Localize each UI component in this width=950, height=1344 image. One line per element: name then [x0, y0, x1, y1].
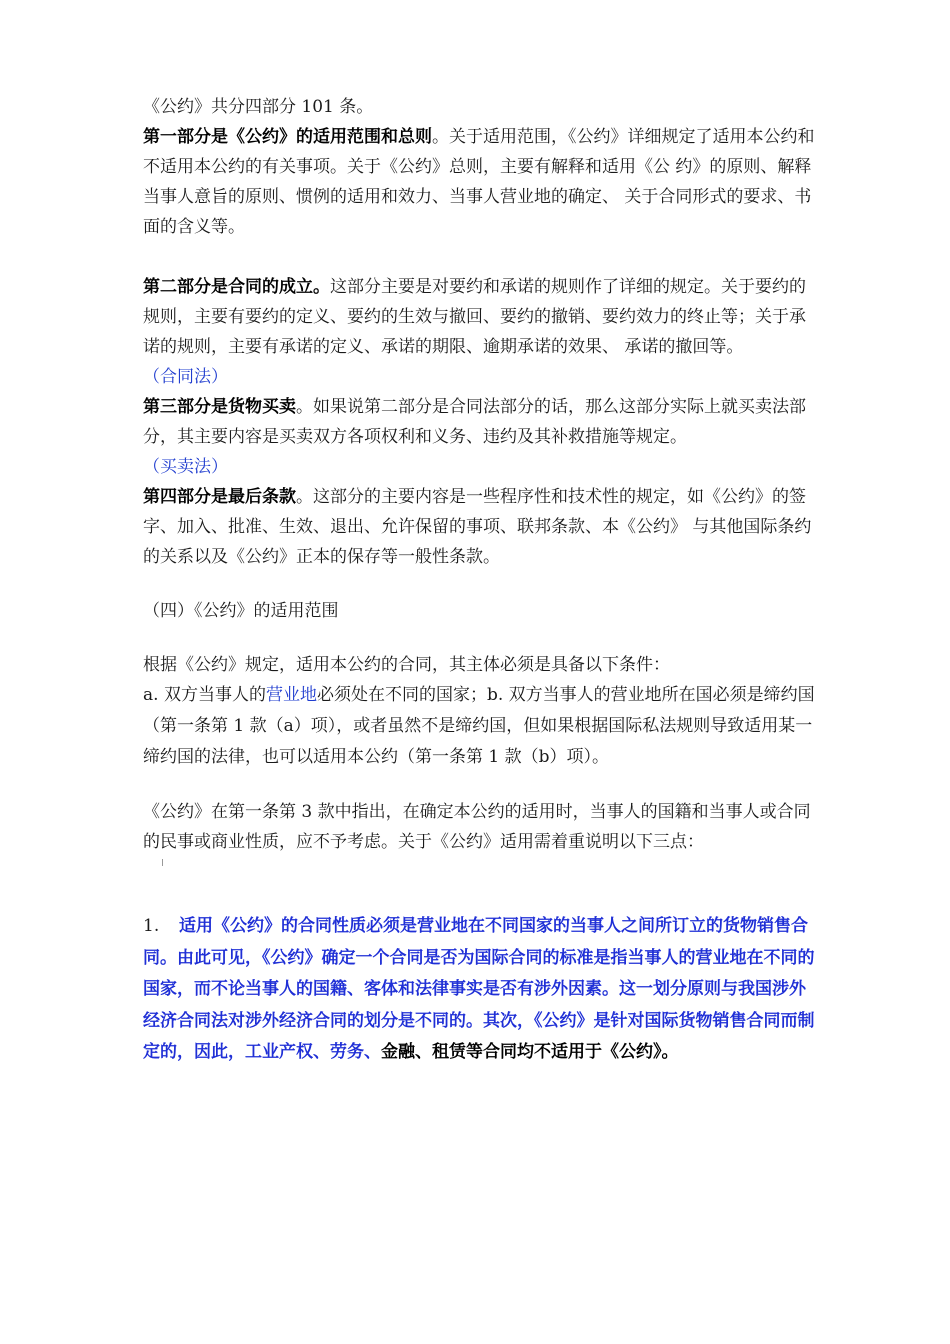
- part-one-text: 。关于适用范围，《公约》详细规定了适用本公约和不适用本公约的有关事项。关于《公约》总则，主要有解释和适用《公 约》的原则、解释当事人意旨的原则、惯例的适用和效力、当事人营业地的确定、 关于合同形式的要求、书面的含义等。: [143, 127, 815, 237]
- point-one-paragraph: [143, 911, 818, 1069]
- part-three-paragraph: [143, 392, 818, 452]
- article-one-paragraph: 《公约》在第一条第 3 款中指出，在确定本公约的适用时，当事人的国籍和当事人或合同的民事或商业性质，应不予考虑。关于《公约》适用需着重说明以下三点：: [143, 802, 811, 852]
- place-of-business-link[interactable]: 营业地: [265, 685, 317, 705]
- spacer: [143, 773, 818, 797]
- part-four-text: 。这部分的主要内容是一些程序性和技术性的规定，如《公约》的签字、加入、批准、生效、退出、允许保留的事项、联邦条款、本《公约》 与其他国际条约的关系以及《公约》正本的保存等一般性条款。: [143, 487, 812, 567]
- part-two-text: 这部分主要是对要约和承诺的规则作了详细的规定。关于要约的规则，主要有要约的定义、要约的生效与撤回、要约的撤销、要约效力的终止等；关于承诺的规则，主要有承诺的定义、承诺的期限、逾期承诺的效果、 承诺的撤回等。: [143, 277, 806, 357]
- conditions-paragraph: [143, 680, 818, 773]
- part-one-paragraph: [143, 122, 818, 242]
- condition-a-text: a. 双方当事人的: [143, 685, 266, 705]
- sales-law-link[interactable]: （买卖法）: [143, 457, 228, 477]
- point-one-black-text: 金融、租赁等合同均不适用于《公约》。: [381, 1042, 679, 1062]
- spacer: [143, 875, 818, 911]
- sales-law-line: [143, 452, 818, 482]
- spacer: [143, 626, 818, 650]
- part-one-heading: 第一部分是《公约》的适用范围和总则: [143, 127, 432, 147]
- part-three-heading: 第三部分是货物买卖: [143, 397, 296, 417]
- point-one-blue-text: 适用《公约》的合同性质必须是营业地在不同国家的当事人之间所订立的货物销售合同。由此可见，《公约》确定一个合同是否为国际合同的标准是指当事人的营业地在不同的国家，而不论当事人的国籍、客体和法律事实是否有涉外因素。这一划分原则与我国涉外经济合同法对涉外经济合同的划分是不同的。其次，《公约》是针对国际货物销售合同而制定的，因此，工业产权、劳务、: [143, 916, 815, 1062]
- part-two-heading: 第二部分是合同的成立。: [143, 277, 330, 297]
- intro-paragraph: [143, 92, 818, 122]
- stray-mark: [143, 857, 818, 875]
- part-four-heading: 第四部分是最后条款: [143, 487, 296, 507]
- spacer: [143, 572, 818, 596]
- section-heading: （四）《公约》的适用范围: [143, 601, 339, 621]
- conditions-intro: 根据《公约》规定，适用本公约的合同，其主体必须是具备以下条件：: [143, 655, 670, 675]
- point-one-number: 1.: [143, 916, 160, 936]
- part-three-text: 。如果说第二部分是合同法部分的话，那么这部分实际上就买卖法部分，其主要内容是买卖双方各项权利和义务、违约及其补救措施等规定。: [143, 397, 806, 447]
- part-four-paragraph: [143, 482, 818, 572]
- intro-text: 《公约》共分四部分 101 条。: [143, 97, 374, 117]
- spacer: [143, 242, 818, 272]
- condition-b-text: 必须处在不同的国家；b. 双方当事人的营业地所在国必须是缔约国（第一条第 1 款（a）项），或者虽然不是缔约国，但如果根据国际私法规则导致适用某一缔约国的法律，也可以适用本公约（第一条第 1 款（b）项）。: [143, 685, 815, 767]
- part-two-paragraph: [143, 272, 818, 392]
- contract-law-link[interactable]: （合同法）: [143, 367, 228, 387]
- document-body: [143, 92, 818, 1069]
